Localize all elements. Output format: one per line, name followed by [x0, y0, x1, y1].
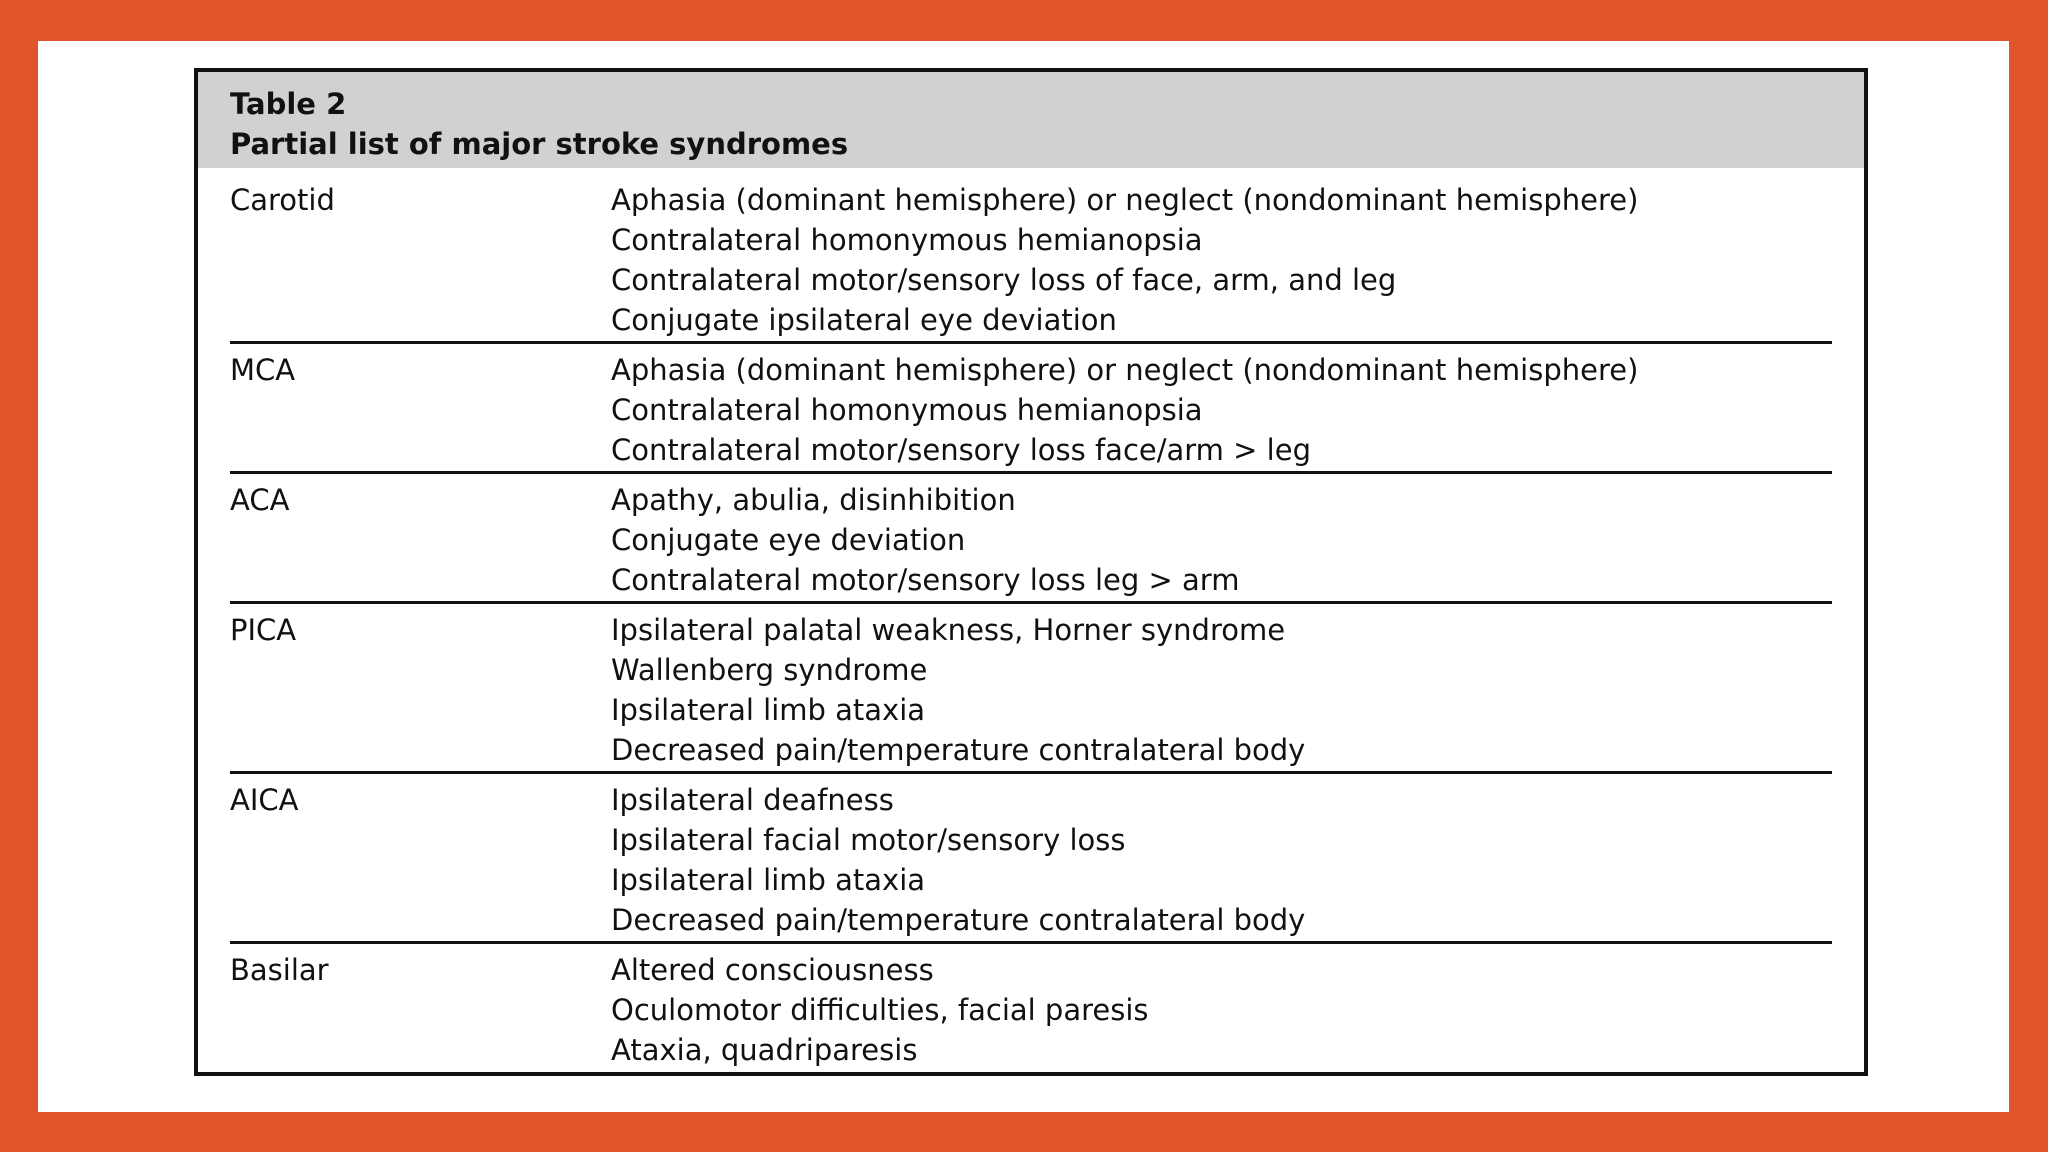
feature-item: Aphasia (dominant hemisphere) or neglect (nondominant hemisphere) — [611, 353, 1639, 387]
syndrome-features — [611, 180, 1832, 341]
feature-item: Contralateral homonymous hemianopsia — [611, 393, 1203, 427]
syndrome-features — [611, 610, 1832, 771]
feature-item: Ipsilateral limb ataxia — [611, 693, 926, 727]
feature-item: Conjugate ipsilateral eye deviation — [611, 303, 1117, 337]
feature-item: Ipsilateral limb ataxia — [611, 863, 926, 897]
syndrome-features — [611, 480, 1832, 601]
syndrome-name: Basilar — [230, 953, 329, 987]
syndrome-name: MCA — [230, 353, 296, 387]
feature-item: Decreased pain/temperature contralateral body — [611, 733, 1306, 767]
feature-item: Ataxia, quadriparesis — [611, 1033, 918, 1067]
table-body — [198, 168, 1864, 1071]
table-row — [230, 771, 1832, 941]
syndrome-name: Carotid — [230, 183, 335, 217]
table-caption: Partial list of major stroke syndromes — [230, 127, 849, 161]
table-row — [230, 180, 1832, 341]
stroke-syndromes-table — [194, 68, 1868, 1076]
feature-item: Altered consciousness — [611, 953, 934, 987]
table-row — [230, 941, 1832, 1071]
syndrome-name: ACA — [230, 483, 290, 517]
feature-item: Conjugate eye deviation — [611, 523, 966, 557]
feature-item: Ipsilateral facial motor/sensory loss — [611, 823, 1126, 857]
syndrome-name: AICA — [230, 783, 299, 817]
feature-item: Apathy, abulia, disinhibition — [611, 483, 1016, 517]
feature-item: Aphasia (dominant hemisphere) or neglect (nondominant hemisphere) — [611, 183, 1639, 217]
feature-item: Wallenberg syndrome — [611, 653, 928, 687]
feature-item: Oculomotor difficulties, facial paresis — [611, 993, 1149, 1027]
table-row — [230, 341, 1832, 471]
feature-item: Contralateral motor/sensory loss of face, arm, and leg — [611, 263, 1397, 297]
feature-item: Ipsilateral deafness — [611, 783, 894, 817]
table-row — [230, 601, 1832, 771]
syndrome-features — [611, 950, 1832, 1071]
feature-item: Contralateral motor/sensory loss face/arm > leg — [611, 433, 1311, 467]
feature-item: Contralateral motor/sensory loss leg > arm — [611, 563, 1240, 597]
table-row — [230, 471, 1832, 601]
feature-item: Ipsilateral palatal weakness, Horner syndrome — [611, 613, 1286, 647]
slide-canvas — [38, 41, 2009, 1112]
syndrome-features — [611, 780, 1832, 941]
table-header — [198, 72, 1864, 168]
feature-item: Contralateral homonymous hemianopsia — [611, 223, 1203, 257]
feature-item: Decreased pain/temperature contralateral body — [611, 903, 1306, 937]
syndrome-name: PICA — [230, 613, 297, 647]
table-label: Table 2 — [230, 87, 347, 121]
syndrome-features — [611, 350, 1832, 471]
